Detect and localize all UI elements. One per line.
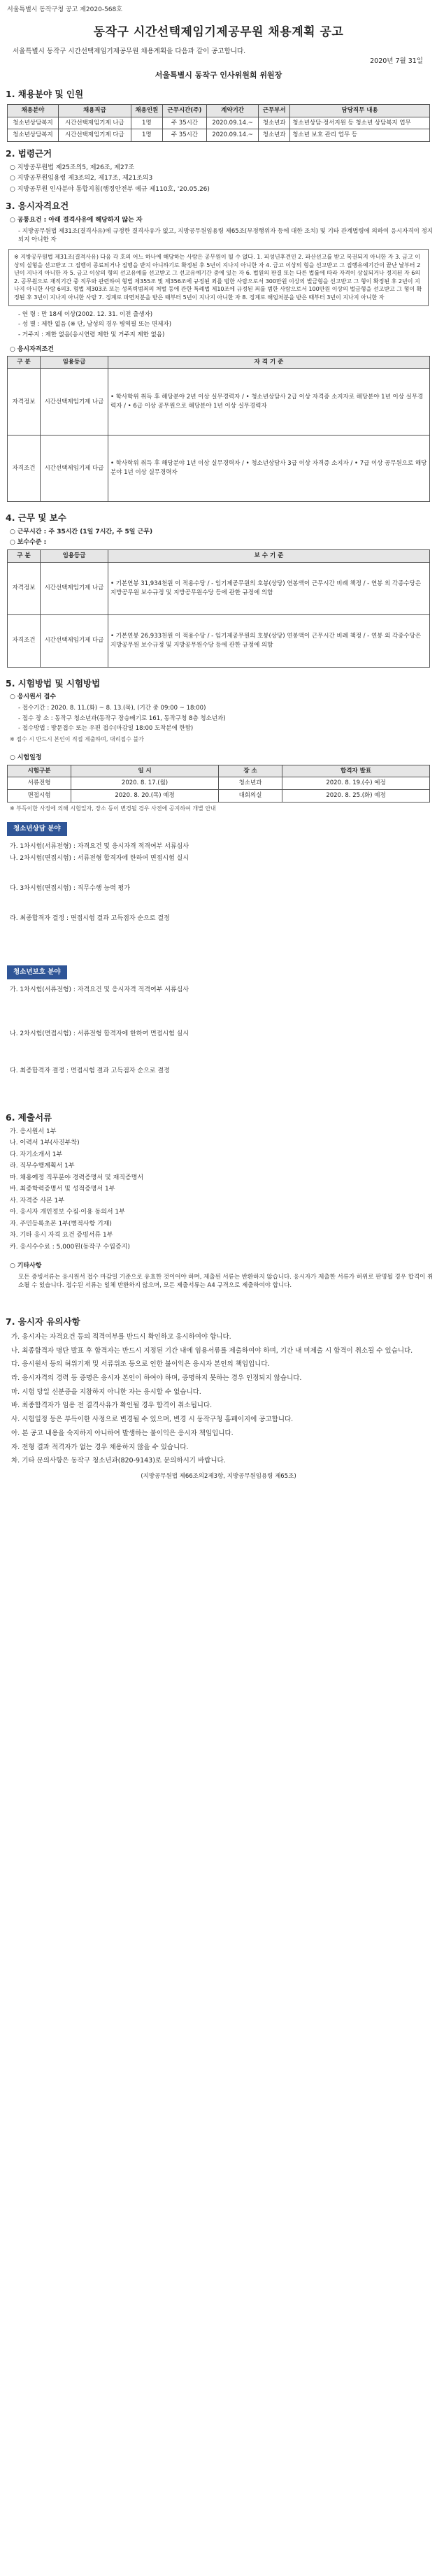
- list-item: ○ 지방공무원임용령 제3조의2, 제17조, 제21조의3: [10, 175, 153, 182]
- table-cell: 청소년상담복지: [8, 129, 59, 142]
- qualification-title-text: 응시자격조건: [17, 345, 54, 353]
- schedule-table-wrap: [0, 765, 437, 803]
- table-cell: 청소년과: [218, 777, 282, 790]
- intro-text: 서울특별시 동작구 시간선택제임기제공무원 채용계획을 다음과 같이 공고합니다.: [13, 48, 246, 55]
- table-cell: 시간선택제임기제 나급: [58, 117, 131, 129]
- age-requirement: - 연 령 : 만 18세 이상(2002. 12. 31. 이전 출생자): [18, 310, 153, 318]
- table-row: [8, 562, 430, 614]
- issuing-org: 서울특별시 동작구 인사위원회 위원장: [155, 70, 282, 80]
- pay-table: [7, 549, 430, 668]
- table-cell: 대회의실: [218, 790, 282, 803]
- category-tag-protection: 청소년보호 분야: [7, 965, 67, 979]
- th-dept: 근무부서: [259, 104, 290, 117]
- table-row: [8, 117, 430, 129]
- section-4-heading: 4. 근무 및 보수: [6, 512, 66, 524]
- law-item: 지방공무원임용령 제3조의2, 제17조, 제21조의3: [17, 175, 153, 182]
- schedule-title: ○ 시험일정: [10, 754, 42, 762]
- table-cell: 자격조건: [8, 436, 41, 502]
- table-cell: 청소년과: [259, 129, 290, 142]
- common-item: 지방공무원법 제31조(결격사유)에 규정한 결격사유가 없고, 지방공무원임용령 제65조(부정행위자 등에 대한 조치) 및 기타 관계법령에 의하여 응시자격이 정지되지 아니한 자: [18, 227, 433, 244]
- table-cell: 2020. 8. 25.(화) 예정: [282, 790, 430, 803]
- section-2-heading: 2. 법령근거: [6, 148, 52, 159]
- th-field: 채용분야: [8, 104, 59, 117]
- list-item: 자. 주민등록초본 1부(병적사항 기재): [10, 1220, 112, 1228]
- section-5-heading: 5. 시험방법 및 시험방법: [6, 677, 101, 689]
- list-item: 다. 3차시험(면접시험) : 직무수행 능력 평가: [10, 884, 131, 892]
- th-s-result: 합격자 발표: [282, 765, 430, 777]
- table-cell: 1명: [131, 129, 162, 142]
- residence-requirement: - 거주지 : 제한 없음(응시연령 제한 및 거주지 제한 없음): [18, 331, 165, 339]
- table-row: [8, 790, 430, 803]
- th-count: 채용인원: [131, 104, 162, 117]
- section-7-heading: 7. 응시자 유의사항: [6, 1316, 80, 1327]
- etc-text: 모든 증빙서류는 응시원서 접수 마감일 기준으로 유효한 것이어야 하며, 제출된 서류는 반환하지 않습니다. 응시자가 제출한 서류가 허위로 판명될 경우 합격이 취소될 수 있습니다. 접수된 서류는 일체 반환하지 않으며, 모든 제출서류는 A4 규격으로 제출하여야 합니다.: [18, 1273, 434, 1290]
- list-item: 가. 1차시험(서류전형) : 자격요건 및 응시자격 적격여부 서류심사: [10, 986, 189, 993]
- table-cell: 2020. 8. 17.(월): [71, 777, 219, 790]
- list-item: 자. 전형 결과 적격자가 없는 경우 채용하지 않을 수 있습니다.: [11, 1443, 189, 1451]
- list-item: ○ 지방공무원 인사분야 통합지침(행정안전부 예규 제110호, '20.05.26): [10, 185, 210, 193]
- list-item: 가. 1차시험(서류전형) : 자격요건 및 응시자격 적격여부 서류심사: [10, 843, 189, 851]
- table-row: [8, 614, 430, 667]
- list-item: 다. 최종합격자 결정 : 면접시험 결과 고득점자 순으로 결정: [10, 1067, 170, 1074]
- list-item: 라. 직무수행계획서 1부: [10, 1163, 75, 1170]
- gender-requirement: - 성 별 : 제한 없음 (※ 단, 남성의 경우 병역필 또는 면제자): [18, 321, 172, 329]
- qualification-table: [7, 356, 430, 502]
- common-requirement-title: ○ 공통요건 : 아래 결격사유에 해당하지 않는 자: [10, 217, 143, 224]
- list-item: 마. 채용예정 직무분야 경력증명서 및 재직증명서: [10, 1174, 144, 1181]
- list-item: 차. 기타 응시 자격 요건 증빙서류 1부: [10, 1232, 113, 1239]
- table-cell: 청소년과: [259, 117, 290, 129]
- list-item: 다. 응시원서 등의 허위기재 및 서류위조 등으로 인한 불이익은 응시자 본인의 책임입니다.: [11, 1360, 270, 1369]
- work-hours: ○ 근무시간 : 주 35시간 (1일 7시간, 주 5일 근무): [10, 528, 153, 535]
- etc-title-text: 기타사항: [17, 1262, 42, 1270]
- table-cell: 청소년상담복지: [8, 117, 59, 129]
- th-p-criteria: 보 수 기 준: [108, 549, 430, 562]
- qualification-table-wrap: [0, 356, 437, 502]
- residence-text: 거주지 : 제한 없음(응시연령 제한 및 거주지 제한 없음): [22, 331, 165, 339]
- pay-table-wrap: [0, 549, 437, 668]
- th-s-place: 장 소: [218, 765, 282, 777]
- schedule-title-text: 시험일정: [17, 754, 42, 762]
- table-cell: 청소년 보호 관리 업무 등: [290, 129, 430, 142]
- table-cell: 2020.09.14.~: [207, 129, 259, 142]
- list-item: - 접수방법 : 방문접수 또는 우편 접수(마감일 18:00 도착분에 한함): [18, 725, 194, 733]
- recruit-table: [7, 104, 430, 142]
- table-cell: 2020. 8. 20.(목) 예정: [71, 790, 219, 803]
- table-cell: 청소년상담·정서지원 등 청소년 상담복지 업무: [290, 117, 430, 129]
- section-6-heading: 6. 제출서류: [6, 1111, 52, 1123]
- list-item: - 접수기간 : 2020. 8. 11.(화) ~ 8. 13.(목), (기간 중 09:00 ~ 18:00): [18, 704, 206, 712]
- table-cell: 2020. 8. 19.(수) 예정: [282, 777, 430, 790]
- th-duty: 담당직무 내용: [290, 104, 430, 117]
- notice-number: 서울특별시 동작구청 공고 제2020-568호: [7, 6, 122, 13]
- table-row: [8, 436, 430, 502]
- th-q-grade: 임용등급: [41, 357, 108, 369]
- table-cell: 서류전형: [8, 777, 71, 790]
- list-item: 바. 최종학력증명서 및 성적증명서 1부: [10, 1186, 115, 1193]
- page-title: 동작구 시간선택제임기제공무원 채용계획 공고: [93, 24, 344, 39]
- table-row: [8, 369, 430, 436]
- th-s-date: 일 시: [71, 765, 219, 777]
- list-item: ○ 지방공무원법 제25조의5, 제26조, 제27조: [10, 164, 135, 171]
- th-p-type: 구 분: [8, 549, 41, 562]
- category-tag-counseling: 청소년상담 분야: [7, 822, 67, 836]
- list-item: 카. 응시수수료 : 5,000원(동작구 수입증지): [10, 1243, 130, 1251]
- gender-text: 성 별 : 제한 없음 (※ 단, 남성의 경우 병역필 또는 면제자): [22, 321, 172, 329]
- table-cell: 자격정보: [8, 369, 41, 436]
- table-cell: • 학사학위 취득 후 해당분야 1년 이상 실무경력자 / • 청소년상담사 3급 이상 자격증 소지자 / • 7급 이상 공무원으로 해당분야 1년 이상 실무경력자: [108, 436, 430, 502]
- table-cell: 시간선택제임기제 나급: [41, 369, 108, 436]
- common-title-text: 공통요건 : 아래 결격사유에 해당하지 않는 자: [17, 217, 143, 224]
- list-item: - 접수 장 소 : 동작구 청소년과(동작구 장승배기로 161, 동작구청 8층 청소년과): [18, 714, 226, 722]
- law-item: 지방공무원법 제25조의5, 제26조, 제27조: [17, 164, 135, 171]
- table-cell: 시간선택제임기제 다급: [41, 436, 108, 502]
- table-cell: 주 35시간: [162, 129, 206, 142]
- list-item: 차. 기타 문의사항은 동작구 청소년과(820-9143)로 문의하시기 바랍니다.: [11, 1457, 226, 1465]
- law-item: 지방공무원 인사분야 통합지침(행정안전부 예규 제110호, '20.05.26): [17, 185, 210, 193]
- table-cell: 1명: [131, 117, 162, 129]
- th-hours: 근무시간(주): [162, 104, 206, 117]
- recruit-table-wrap: [0, 104, 437, 142]
- disqualification-box: ※ 지방공무원법 제31조(결격사유) 다음 각 호의 어느 하나에 해당하는 사람은 공무원이 될 수 없다. 1. 피성년후견인 2. 파산선고를 받고 복권되지 아니한 자 3. 금고 이상의 실형을 선고받고 그 집행이 종료되거나 집행을 받지 아니하기로 확정된 후 5년이 지나지 아니한 자 4. 금고 이상의 형을 선고받고 그 집행유예기간이 끝난 날부터 2년이 지나지 아니한 자 5. 금고 이상의 형의 선고유예를 선고받고 그 선고유예기간 중에 있는 자 6. 법원의 판결 또는 다른 법률에 따라 자격이 상실되거나 정지된 자 6의2. 공무원으로 재직기간 중 직무와 관련하여 형법 제355조 및 제356조에 규정된 죄를 범한 사람으로서 300만원 이상의 벌금형을 선고받고 그 형이 확정된 후 2년이 지나지 아니한 사람 6의3. 형법 제303조 또는 성폭력범죄의 처벌 등에 관한 특례법 제10조에 규정된 죄를 범한 사람으로서 100만원 이상의 벌금형을 선고받고 그 형이 확정된 후 3년이 지나지 아니한 사람 7. 징계로 파면처분을 받은 때부터 5년이 지나지 아니한 자 8. 징계로 해임처분을 받은 때부터 3년이 지나지 아니한 자: [8, 249, 429, 306]
- list-item: 아. 본 공고 내용을 숙지하지 아니하여 발생하는 불이익은 응시자 책임입니다.: [11, 1429, 234, 1437]
- notice-date: 2020년 7월 31일: [370, 57, 423, 66]
- table-cell: 주 35시간: [162, 117, 206, 129]
- th-q-type: 구 분: [8, 357, 41, 369]
- list-item: 나. 2차시험(면접시험) : 서류전형 합격자에 한하여 면접시험 실시: [10, 854, 189, 862]
- table-cell: • 학사학위 취득 후 해당분야 2년 이상 실무경력자 / • 청소년상담사 2급 이상 자격증 소지자로 해당분야 1년 이상 실무경력자 / • 6급 이상 공무원으로 해당분야 1년 이상 실무경력자: [108, 369, 430, 436]
- section-3-heading: 3. 응시자격요건: [6, 201, 69, 212]
- th-grade: 채용직급: [58, 104, 131, 117]
- list-item: 가. 응시원서 1부: [10, 1128, 57, 1135]
- list-item: 아. 응시자 개인정보 수집·이용 동의서 1부: [10, 1209, 125, 1216]
- receipt-title: ○ 응시원서 접수: [10, 693, 57, 701]
- pay-title-text: 보수수준 :: [17, 539, 47, 547]
- section-1-heading: 1. 채용분야 및 인원: [6, 89, 84, 99]
- list-item: 라. 최종합격자 결정 : 면접시험 결과 고득점자 순으로 결정: [10, 914, 170, 922]
- common-requirement: - 지방공무원법 제31조(결격사유)에 규정한 결격사유가 없고, 지방공무원임용령 제65조(부정행위자 등에 대한 조치) 및 기타 관계법령에 의하여 응시자격이 정지되지 아니한 자: [18, 227, 433, 244]
- table-cell: 시간선택제임기제 다급: [58, 129, 131, 142]
- table-cell: 2020.09.14.~: [207, 117, 259, 129]
- table-cell: 면접시험: [8, 790, 71, 803]
- schedule-note: ※ 부득이한 사정에 의해 시험일자, 장소 등이 변경될 경우 사전에 공지하여 개별 안내: [10, 805, 216, 812]
- receipt-title-text: 응시원서 접수: [17, 693, 57, 701]
- receipt-item: 접수 장 소 : 동작구 청소년과(동작구 장승배기로 161, 동작구청 8층 청소년과): [22, 714, 226, 722]
- table-cell: • 기본연봉 31,934천원 이 적용수당 / - 임기제공무원의 호봉(상당) 연봉액이 근무시간 비례 책정 / - 연봉 외 각종수당은 지방공무원 보수규정 및 지방공무원수당 등에 관한 규정에 의함: [108, 562, 430, 614]
- th-period: 계약기간: [207, 104, 259, 117]
- list-item: 사. 자격증 사본 1부: [10, 1197, 65, 1204]
- th-s-type: 시험구분: [8, 765, 71, 777]
- list-item: 나. 이력서 1부(사진부착): [10, 1139, 80, 1147]
- hours-text: 근무시간 : 주 35시간 (1일 7시간, 주 5일 근무): [17, 528, 153, 535]
- list-item: 라. 응시자격의 경력 등 증명은 응시자 본인이 하여야 하며, 증명하지 못하는 경우 인정되지 않습니다.: [11, 1374, 302, 1382]
- receipt-item: 접수기간 : 2020. 8. 11.(화) ~ 8. 13.(목), (기간 중 09:00 ~ 18:00): [22, 704, 206, 712]
- table-cell: • 기본연봉 26,933천원 이 적용수당 / - 임기제공무원의 호봉(상당) 연봉액이 근무시간 비례 책정 / - 연봉 외 각종수당은 지방공무원 보수규정 및 지방공무원수당 등에 관한 규정에 의함: [108, 614, 430, 667]
- list-item: 사. 시험일정 등은 부득이한 사정으로 변경될 수 있으며, 변경 시 동작구청 홈페이지에 공고합니다.: [11, 1416, 294, 1424]
- table-row: [8, 129, 430, 142]
- legal-reference: (지방공무원법 제66조의2제3항, 지방공무원임용령 제65조): [141, 1473, 296, 1480]
- table-cell: 시간선택제임기제 나급: [41, 562, 108, 614]
- qualification-title: ○ 응시자격조건: [10, 345, 54, 353]
- th-p-grade: 임용등급: [41, 549, 108, 562]
- receipt-note: ※ 접수 시 반드시 본인이 직접 제출하며, 대리접수 불가: [10, 736, 144, 743]
- etc-title: ○ 기타사항: [10, 1262, 42, 1270]
- table-cell: 시간선택제임기제 다급: [41, 614, 108, 667]
- table-cell: 자격조건: [8, 614, 41, 667]
- pay-title: ○ 보수수준 :: [10, 539, 47, 547]
- receipt-item: 접수방법 : 방문접수 또는 우편 접수(마감일 18:00 도착분에 한함): [22, 725, 194, 733]
- list-item: 다. 자기소개서 1부: [10, 1151, 63, 1158]
- list-item: 나. 최종합격자 명단 발표 후 합격자는 반드시 지정된 기간 내에 임용서류를 제출하여야 하며, 기간 내 미제출 시 합격이 취소될 수 있습니다.: [11, 1346, 413, 1355]
- table-row: [8, 777, 430, 790]
- schedule-table: [7, 765, 430, 803]
- age-text: 연 령 : 만 18세 이상(2002. 12. 31. 이전 출생자): [22, 310, 153, 318]
- table-cell: 자격정보: [8, 562, 41, 614]
- list-item: 마. 시험 당일 신분증을 지참하지 아니한 자는 응시할 수 없습니다.: [11, 1388, 201, 1396]
- list-item: 나. 2차시험(면접시험) : 서류전형 합격자에 한하여 면접시험 실시: [10, 1030, 189, 1037]
- list-item: 가. 응시자는 자격요건 등의 적격여부를 반드시 확인하고 응시하여야 합니다.: [11, 1332, 231, 1341]
- th-q-criteria: 자 격 기 준: [108, 357, 430, 369]
- list-item: 바. 최종합격자가 임용 전 결격사유가 확인될 경우 합격이 취소됩니다.: [11, 1402, 213, 1410]
